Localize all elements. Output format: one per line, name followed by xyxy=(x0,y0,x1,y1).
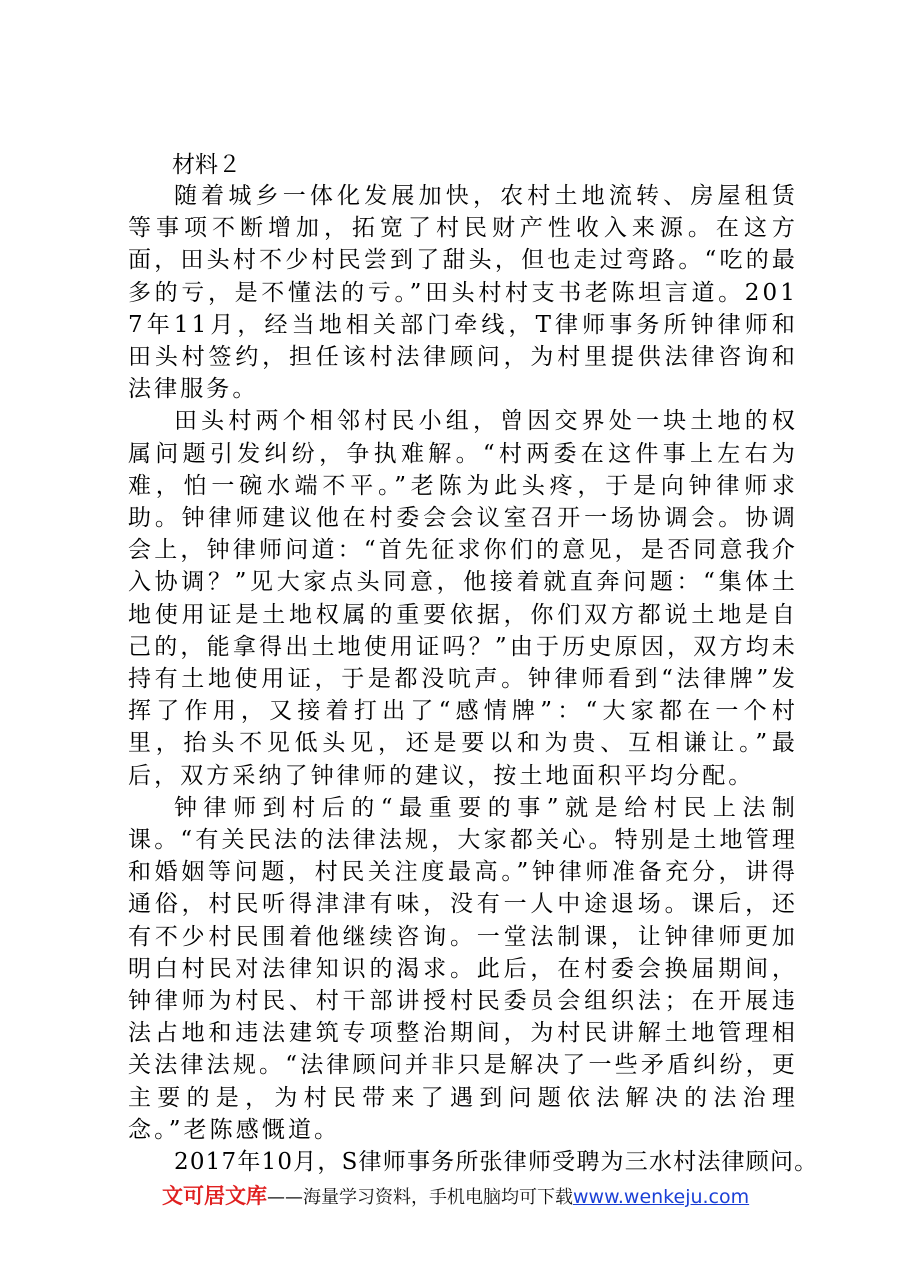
paragraph-4: 2017年10月，S律师事务所张律师受聘为三水村法律顾问。 xyxy=(174,1149,819,1176)
material-heading: 材料２ xyxy=(172,152,241,178)
paragraph-3: 钟律师到村后的“最重要的事”就是给村民上法制课。“有关民法的法律法规，大家都关心。特别是土地管理和婚姻等问题，村民关注度最高。”钟律师准备充分，讲得通俗，村民听得津津有味，没有一人中途退场。课后，还有不少村民围着他继续咨询。一堂法制课，让钟律师更加明白村民对法律知识的渴求。此后，在村委会换届期间，钟律师为村民、村干部讲授村民委员会组织法；在开展违法占地和违法建筑专项整治期间，为村民讲解土地管理相关法律法规。“法律顾问并非只是解决了一些矛盾纠纷，更主要的是，为村民带来了遇到问题依法解决的法治理念。”老陈感慨道。 xyxy=(128,794,798,1143)
paragraph-1: 随着城乡一体化发展加快，农村土地流转、房屋租赁等事项不断增加，拓宽了村民财产性收入来源。在这方面，田头村不少村民尝到了甜头，但也走过弯路。“吃的最多的亏，是不懂法的亏。”田头村村支书老陈坦言道。2017年11月，经当地相关部门牵线，T律师事务所钟律师和田头村签约，担任该村法律顾问，为村里提供法律咨询和法律服务。 xyxy=(128,183,798,403)
footer-brand: 文可居文库 xyxy=(162,1184,267,1208)
footer-tagline: ——海量学习资料，手机电脑均可下载 xyxy=(267,1187,573,1208)
footer-banner xyxy=(162,1183,749,1211)
footer-website-link[interactable]: www.wenkeju.com xyxy=(573,1186,750,1208)
document-body xyxy=(128,180,819,1178)
paragraph-2: 田头村两个相邻村民小组，曾因交界处一块土地的权属问题引发纠纷，争执难解。“村两委在这件事上左右为难，怕一碗水端不平。”老陈为此头疼，于是向钟律师求助。钟律师建议他在村委会会议室召开一场协调会。协调会上，钟律师问道：“首先征求你们的意见，是否同意我介入协调？”见大家点头同意，他接着就直奔问题：“集体土地使用证是土地权属的重要依据，你们双方都说土地是自己的，能拿得出土地使用证吗？”由于历史原因，双方均未持有土地使用证，于是都没吭声。钟律师看到“法律牌”发挥了作用，又接着打出了“感情牌”：“大家都在一个村里，抬头不见低头见，还是要以和为贵、互相谦让。”最后，双方采纳了钟律师的建议，按土地面积平均分配。 xyxy=(128,408,798,789)
